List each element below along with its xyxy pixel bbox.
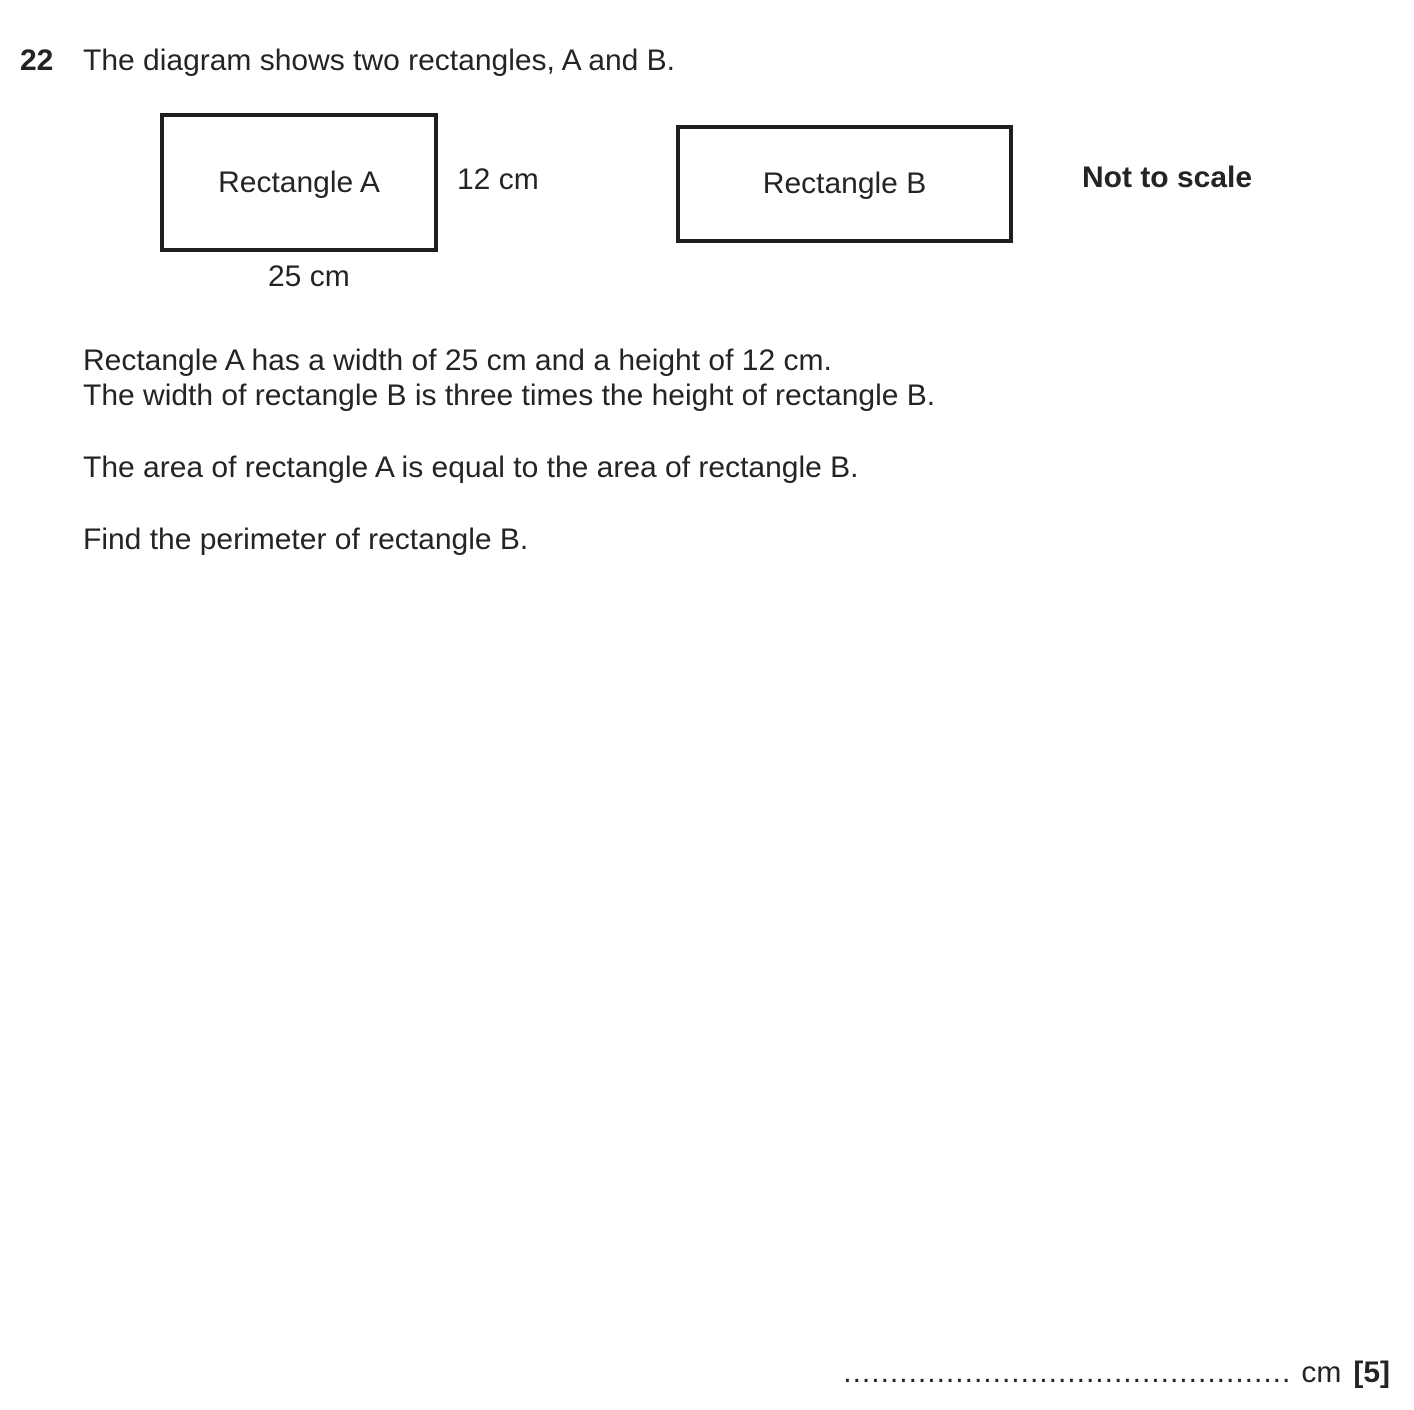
statement-find-perimeter: Find the perimeter of rectangle B. <box>83 523 529 556</box>
answer-marks-badge: [5] <box>1353 1356 1390 1389</box>
rectangle-b-shape <box>676 125 1013 243</box>
rectangle-a-height-dimension: 12 cm <box>457 163 539 196</box>
statement-rect-a-dimensions: Rectangle A has a width of 25 cm and a height of 12 cm. <box>83 344 832 377</box>
question-number: 22 <box>20 44 54 77</box>
statement-equal-areas: The area of rectangle A is equal to the area of rectangle B. <box>83 451 859 484</box>
not-to-scale-note: Not to scale <box>1082 161 1253 194</box>
rectangle-b-label: Rectangle B <box>762 167 927 200</box>
answer-line <box>843 1355 1390 1391</box>
rectangle-a-shape <box>160 113 438 252</box>
answer-dotted-line: ................................................ <box>843 1356 1292 1389</box>
statement-rect-b-ratio: The width of rectangle B is three times the height of rectangle B. <box>83 379 936 412</box>
question-intro-text: The diagram shows two rectangles, A and B. <box>83 44 675 77</box>
answer-unit-label: cm <box>1301 1356 1342 1389</box>
rectangle-a-width-dimension: 25 cm <box>268 260 350 293</box>
rectangle-a-label: Rectangle A <box>218 165 380 199</box>
